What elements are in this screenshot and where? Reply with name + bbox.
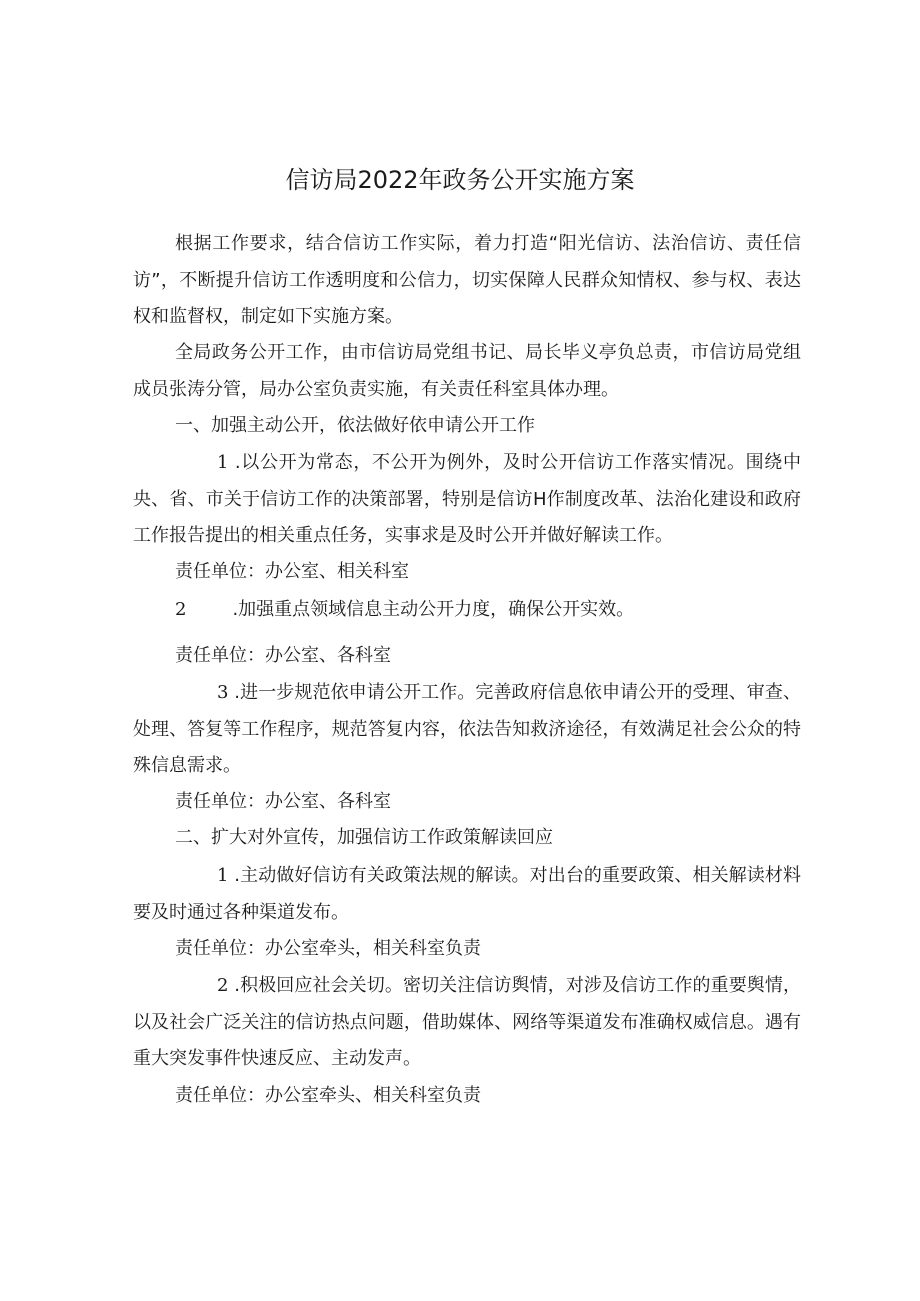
intro-paragraph: 根据工作要求，结合信访工作实际，着力打造“阳光信访、法治信访、责任信访”，不断提升信访工作透明度和公信力，切实保障人民群众知情权、参与权、表达权和监督权，制定如下实施方案。 — [133, 233, 801, 327]
section2-item1-text: .主动做好信访有关政策法规的解读。对出台的重要政策、相关解读材料要及时通过各种渠道发布。 — [133, 865, 801, 923]
section1-item1-text: .以公开为常态，不公开为例外，及时公开信访工作落实情况。围绕中央、省、市关于信访工作的决策部署，特别是信访H作制度改革、法治化建设和政府工作报告提出的相关重点任务，实事求是及时公开并做好解读工作。 — [133, 452, 801, 546]
section2-item1 — [133, 858, 801, 931]
section1-item3 — [133, 675, 801, 785]
section2-item2-text: .积极回应社会关切。密切关注信访舆情，对涉及信访工作的重要舆情，以及社会广泛关注的信访热点问题，借助媒体、网络等渠道发布准确权威信息。遇有重大突发事件快速反应、主动发声。 — [133, 975, 801, 1069]
section1-heading: 一、加强主动公开，依法做好依申请公开工作 — [175, 415, 535, 436]
leadership-paragraph: 全局政务公开工作，由市信访局党组书记、局长毕义亭负总责，市信访局党组成员张涛分管，局办公室负责实施，有关责任科室具体办理。 — [133, 342, 801, 400]
section2-item2-number: 2 — [217, 975, 229, 996]
section1-item1-number: 1 — [217, 452, 229, 473]
section1-item2-number: 2 — [175, 599, 187, 620]
document-title: 信访局2022年政务公开实施方案 — [285, 166, 635, 194]
section1-item3-responsibility: 责任单位：办公室、各科室 — [175, 791, 391, 812]
section2-item1-responsibility: 责任单位：办公室牵头，相关科室负责 — [175, 938, 481, 959]
section1-item3-text: .进一步规范依申请公开工作。完善政府信息依申请公开的受理、审查、处理、答复等工作程序，规范答复内容，依法告知救济途径，有效满足社会公众的特殊信息需求。 — [133, 682, 801, 776]
section1-item3-number: 3 — [217, 682, 229, 703]
section1-item2-responsibility: 责任单位：办公室、各科室 — [175, 645, 391, 666]
section2-item1-number: 1 — [217, 865, 229, 886]
section1-item2-text: .加强重点领域信息主动公开力度，确保公开实效。 — [232, 599, 635, 620]
section2-item2-responsibility: 责任单位：办公室牵头、相关科室负责 — [175, 1085, 481, 1106]
section1-item1 — [133, 445, 801, 555]
section2-item2 — [133, 968, 801, 1078]
section1-item2 — [175, 592, 634, 629]
section2-heading: 二、扩大对外宣传，加强信访工作政策解读回应 — [175, 827, 553, 848]
section1-item1-responsibility: 责任单位：办公室、相关科室 — [175, 561, 409, 582]
